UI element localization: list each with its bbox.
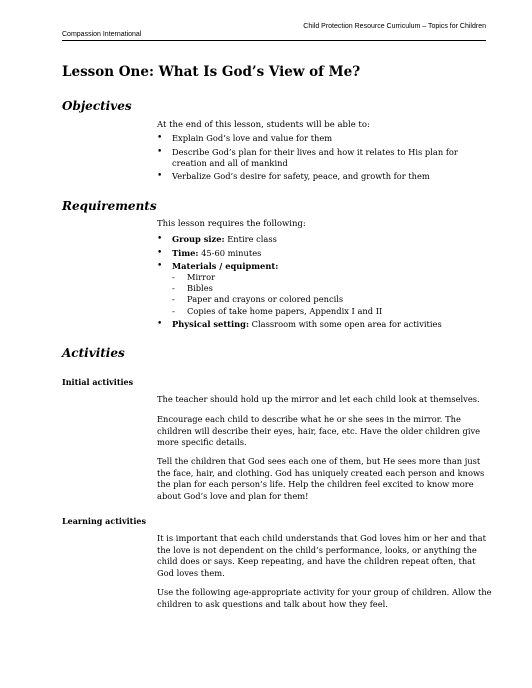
learning-activities-heading: Learning activities	[62, 516, 146, 526]
objectives-intro: At the end of this lesson, students will be able to:	[157, 120, 370, 130]
running-header-organization: Compassion International	[62, 31, 142, 38]
paragraph: Tell the children that God sees each one of them, but He sees more than just the face, hair, and clothing. God has uniquely created each person and knows the plan for each person’s life. Help the children feel excited to know more about God’s love and plan for them!	[157, 456, 485, 501]
objectives-heading: Objectives	[62, 99, 132, 113]
list-item: - Mirror	[172, 272, 216, 282]
initial-activities-heading: Initial activities	[62, 377, 134, 387]
paragraph: Encourage each child to describe what he or she sees in the mirror. The children will describe their eyes, hair, face, etc. Have the older children give more specific details.	[157, 414, 481, 447]
list-item: • Describe God’s plan for their lives and how it relates to His plan for creation and all of mankind	[157, 146, 458, 168]
bullet-icon: •	[157, 133, 163, 143]
list-item	[157, 248, 492, 259]
requirements-heading: Requirements	[62, 199, 157, 213]
materials-list	[172, 272, 492, 317]
paragraph: The teacher should hold up the mirror and let each child look at themselves.	[157, 394, 480, 404]
bullet-icon: •	[157, 247, 163, 258]
header-divider	[62, 40, 486, 41]
bullet-icon: •	[157, 146, 163, 157]
requirements-list	[157, 234, 492, 333]
lesson-title: Lesson One: What Is God’s View of Me?	[62, 64, 361, 80]
bullet-icon: •	[157, 261, 163, 271]
paragraph: Use the following age-appropriate activity for your group of children. Allow the children to ask questions and talk about how they feel.	[157, 587, 492, 609]
bullet-icon: •	[157, 319, 163, 330]
list-item: - Copies of take home papers, Appendix I and II	[172, 305, 383, 316]
materials-label: Materials / equipment:	[172, 261, 279, 271]
activities-heading: Activities	[62, 346, 125, 360]
list-item: • Verbalize God’s desire for safety, peace, and growth for them	[157, 171, 430, 181]
list-item: - Bibles	[172, 283, 213, 294]
running-header-title: Child Protection Resource Curriculum – Topics for Children	[303, 23, 486, 30]
physical-setting-value: Classroom with some open area for activities	[249, 319, 442, 330]
bullet-icon: •	[157, 171, 163, 181]
physical-setting-label: Physical setting:	[172, 319, 250, 330]
paragraph: It is important that each child understands that God loves him or her and that the love is not dependent on the child’s performance, looks, or anything the child does or says. Keep repeating, and have the children repeat often, that God loves them.	[157, 533, 486, 578]
requirements-intro: This lesson requires the following:	[157, 219, 306, 229]
list-item	[157, 234, 492, 245]
list-item	[157, 319, 492, 330]
list-item: • Explain God’s love and value for them	[157, 133, 333, 143]
bullet-icon: •	[157, 234, 163, 244]
objectives-list	[157, 133, 492, 185]
list-item: - Paper and crayons or colored pencils	[172, 294, 344, 305]
list-item	[157, 261, 492, 317]
time-value: 45-60 minutes	[198, 247, 262, 258]
time-label: Time:	[172, 247, 199, 258]
group-size-label: Group size:	[172, 234, 225, 244]
group-size-value: Entire class	[224, 234, 277, 244]
